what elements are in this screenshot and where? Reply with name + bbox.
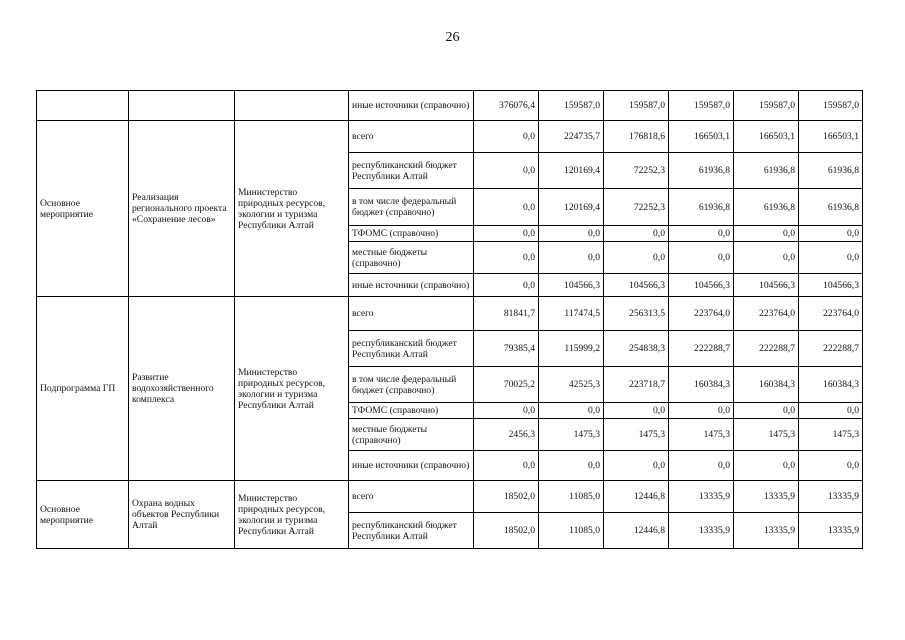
amount-cell: 224735,7 bbox=[539, 121, 604, 153]
row-type-cell: Подпрограмма ГП bbox=[37, 297, 129, 481]
amount-cell: 104566,3 bbox=[799, 274, 863, 297]
amount-cell: 256313,5 bbox=[604, 297, 669, 331]
amount-cell: 176818,6 bbox=[604, 121, 669, 153]
amount-cell: 13335,9 bbox=[799, 513, 863, 549]
funding-source-cell: всего bbox=[349, 121, 474, 153]
funding-source-cell: в том числе федеральный бюджет (справочно) bbox=[349, 189, 474, 226]
amount-cell: 104566,3 bbox=[734, 274, 799, 297]
funding-source-cell: всего bbox=[349, 481, 474, 513]
amount-cell: 0,0 bbox=[474, 121, 539, 153]
funding-source-cell: местные бюджеты (справочно) bbox=[349, 242, 474, 274]
amount-cell: 0,0 bbox=[474, 403, 539, 419]
amount-cell: 159587,0 bbox=[539, 91, 604, 121]
amount-cell: 61936,8 bbox=[799, 189, 863, 226]
funding-source-cell: всего bbox=[349, 297, 474, 331]
funding-source-cell: республиканский бюджет Республики Алтай bbox=[349, 331, 474, 367]
amount-cell: 223764,0 bbox=[669, 297, 734, 331]
amount-cell: 0,0 bbox=[474, 189, 539, 226]
amount-cell: 61936,8 bbox=[734, 189, 799, 226]
amount-cell: 61936,8 bbox=[799, 153, 863, 189]
ministry-cell: Министерство природных ресурсов, экологии и туризма Республики Алтай bbox=[235, 481, 349, 549]
amount-cell: 0,0 bbox=[669, 226, 734, 242]
amount-cell: 1475,3 bbox=[604, 419, 669, 451]
amount-cell: 104566,3 bbox=[539, 274, 604, 297]
amount-cell: 0,0 bbox=[734, 403, 799, 419]
amount-cell: 0,0 bbox=[669, 242, 734, 274]
amount-cell: 117474,5 bbox=[539, 297, 604, 331]
amount-cell: 0,0 bbox=[799, 403, 863, 419]
amount-cell: 223718,7 bbox=[604, 367, 669, 403]
funding-source-cell: в том числе федеральный бюджет (справочно) bbox=[349, 367, 474, 403]
funding-source-cell: иные источники (справочно) bbox=[349, 274, 474, 297]
amount-cell: 81841,7 bbox=[474, 297, 539, 331]
amount-cell: 254838,3 bbox=[604, 331, 669, 367]
row-type-cell bbox=[37, 91, 129, 121]
amount-cell: 0,0 bbox=[474, 153, 539, 189]
amount-cell: 0,0 bbox=[604, 403, 669, 419]
amount-cell: 13335,9 bbox=[669, 481, 734, 513]
amount-cell: 166503,1 bbox=[734, 121, 799, 153]
amount-cell: 0,0 bbox=[734, 242, 799, 274]
amount-cell: 115999,2 bbox=[539, 331, 604, 367]
amount-cell: 166503,1 bbox=[669, 121, 734, 153]
amount-cell: 104566,3 bbox=[669, 274, 734, 297]
amount-cell: 1475,3 bbox=[669, 419, 734, 451]
row-title-cell: Охрана водных объектов Республики Алтай bbox=[129, 481, 235, 549]
row-title-cell bbox=[129, 91, 235, 121]
ministry-cell: Министерство природных ресурсов, экологии и туризма Республики Алтай bbox=[235, 121, 349, 297]
amount-cell: 222288,7 bbox=[669, 331, 734, 367]
funding-source-cell: ТФОМС (справочно) bbox=[349, 403, 474, 419]
table-row bbox=[37, 297, 863, 331]
amount-cell: 13335,9 bbox=[799, 481, 863, 513]
amount-cell: 120169,4 bbox=[539, 153, 604, 189]
amount-cell: 1475,3 bbox=[539, 419, 604, 451]
amount-cell: 166503,1 bbox=[799, 121, 863, 153]
ministry-cell bbox=[235, 91, 349, 121]
row-title-cell: Реализация регионального проекта «Сохранение лесов» bbox=[129, 121, 235, 297]
table-row bbox=[37, 91, 863, 121]
funding-source-cell: иные источники (справочно) bbox=[349, 91, 474, 121]
amount-cell: 72252,3 bbox=[604, 189, 669, 226]
amount-cell: 0,0 bbox=[799, 226, 863, 242]
amount-cell: 0,0 bbox=[474, 226, 539, 242]
amount-cell: 11085,0 bbox=[539, 513, 604, 549]
amount-cell: 222288,7 bbox=[799, 331, 863, 367]
ministry-cell: Министерство природных ресурсов, экологии и туризма Республики Алтай bbox=[235, 297, 349, 481]
amount-cell: 0,0 bbox=[799, 242, 863, 274]
amount-cell: 0,0 bbox=[474, 451, 539, 481]
amount-cell: 104566,3 bbox=[604, 274, 669, 297]
amount-cell: 18502,0 bbox=[474, 513, 539, 549]
amount-cell: 13335,9 bbox=[734, 513, 799, 549]
amount-cell: 376076,4 bbox=[474, 91, 539, 121]
amount-cell: 70025,2 bbox=[474, 367, 539, 403]
amount-cell: 0,0 bbox=[539, 226, 604, 242]
amount-cell: 2456,3 bbox=[474, 419, 539, 451]
amount-cell: 0,0 bbox=[474, 242, 539, 274]
amount-cell: 61936,8 bbox=[734, 153, 799, 189]
amount-cell: 159587,0 bbox=[799, 91, 863, 121]
amount-cell: 223764,0 bbox=[734, 297, 799, 331]
amount-cell: 160384,3 bbox=[669, 367, 734, 403]
amount-cell: 42525,3 bbox=[539, 367, 604, 403]
amount-cell: 0,0 bbox=[669, 403, 734, 419]
amount-cell: 1475,3 bbox=[799, 419, 863, 451]
table-row bbox=[37, 481, 863, 513]
amount-cell: 0,0 bbox=[539, 451, 604, 481]
amount-cell: 159587,0 bbox=[669, 91, 734, 121]
budget-table bbox=[36, 90, 863, 549]
funding-source-cell: местные бюджеты (справочно) bbox=[349, 419, 474, 451]
amount-cell: 223764,0 bbox=[799, 297, 863, 331]
amount-cell: 79385,4 bbox=[474, 331, 539, 367]
amount-cell: 12446,8 bbox=[604, 481, 669, 513]
row-type-cell: Основное мероприятие bbox=[37, 481, 129, 549]
page-number: 26 bbox=[445, 30, 460, 45]
amount-cell: 61936,8 bbox=[669, 153, 734, 189]
amount-cell: 0,0 bbox=[474, 274, 539, 297]
amount-cell: 222288,7 bbox=[734, 331, 799, 367]
row-type-cell: Основное мероприятие bbox=[37, 121, 129, 297]
amount-cell: 0,0 bbox=[799, 451, 863, 481]
amount-cell: 72252,3 bbox=[604, 153, 669, 189]
amount-cell: 13335,9 bbox=[669, 513, 734, 549]
amount-cell: 11085,0 bbox=[539, 481, 604, 513]
amount-cell: 159587,0 bbox=[734, 91, 799, 121]
amount-cell: 0,0 bbox=[669, 451, 734, 481]
amount-cell: 0,0 bbox=[539, 242, 604, 274]
row-title-cell: Развитие водохозяйственного комплекса bbox=[129, 297, 235, 481]
amount-cell: 159587,0 bbox=[604, 91, 669, 121]
amount-cell: 120169,4 bbox=[539, 189, 604, 226]
amount-cell: 18502,0 bbox=[474, 481, 539, 513]
amount-cell: 0,0 bbox=[539, 403, 604, 419]
amount-cell: 0,0 bbox=[734, 451, 799, 481]
amount-cell: 0,0 bbox=[604, 226, 669, 242]
amount-cell: 0,0 bbox=[604, 242, 669, 274]
amount-cell: 61936,8 bbox=[669, 189, 734, 226]
funding-source-cell: ТФОМС (справочно) bbox=[349, 226, 474, 242]
amount-cell: 12446,8 bbox=[604, 513, 669, 549]
amount-cell: 0,0 bbox=[604, 451, 669, 481]
table-row bbox=[37, 121, 863, 153]
amount-cell: 13335,9 bbox=[734, 481, 799, 513]
amount-cell: 160384,3 bbox=[734, 367, 799, 403]
amount-cell: 160384,3 bbox=[799, 367, 863, 403]
funding-source-cell: республиканский бюджет Республики Алтай bbox=[349, 153, 474, 189]
amount-cell: 0,0 bbox=[734, 226, 799, 242]
funding-source-cell: республиканский бюджет Республики Алтай bbox=[349, 513, 474, 549]
amount-cell: 1475,3 bbox=[734, 419, 799, 451]
funding-source-cell: иные источники (справочно) bbox=[349, 451, 474, 481]
